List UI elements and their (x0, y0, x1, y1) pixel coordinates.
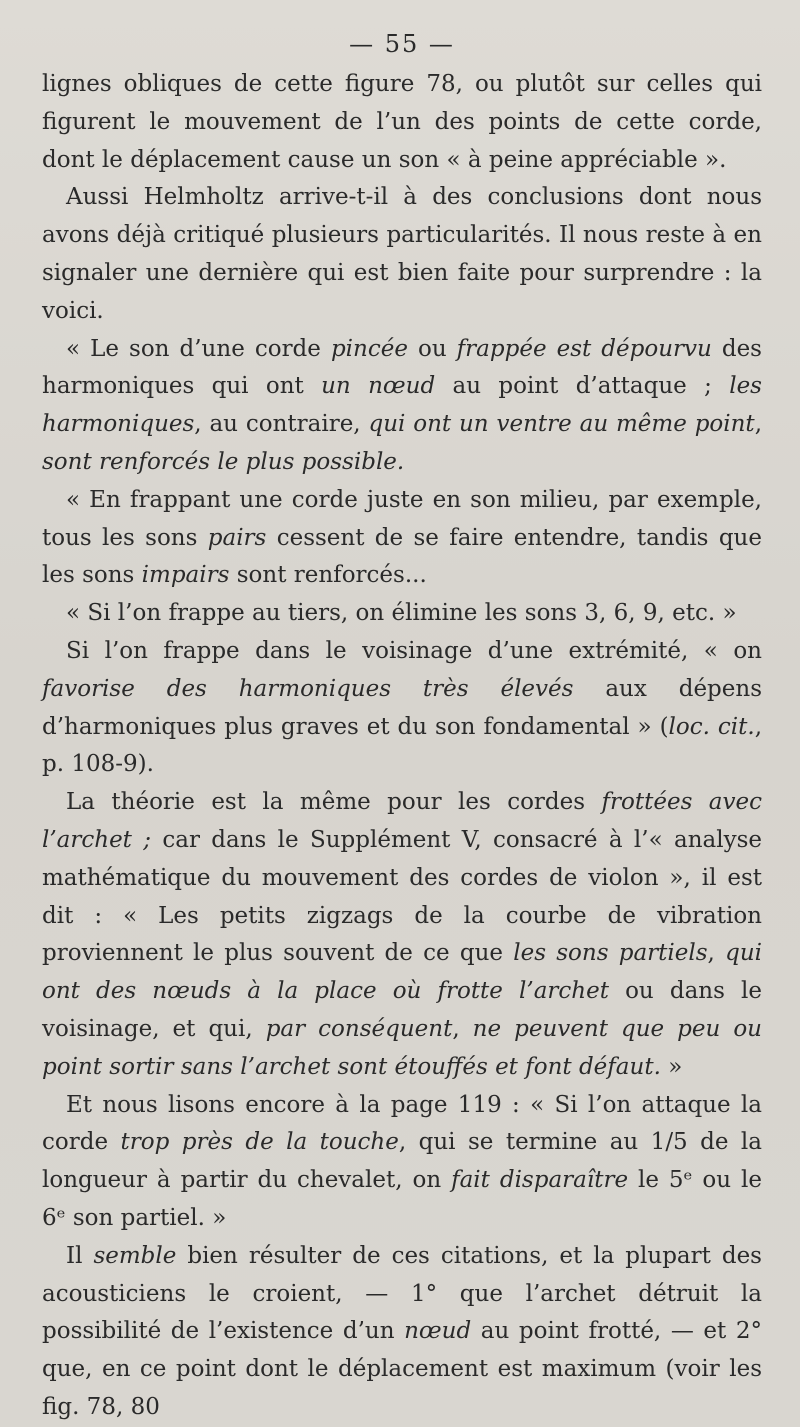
paragraph (42, 1087, 762, 1238)
paragraph (42, 595, 762, 633)
text-run: ou dans le voisinage, et qui, (42, 978, 762, 1042)
text-run: des harmoniques qui ont (42, 335, 762, 400)
text-run: , (754, 411, 762, 438)
text-run: » (660, 1053, 683, 1080)
italic-text: ne peuvent que peu ou point sortir sans l’archet sont étouffés et font défaut. (42, 1015, 762, 1080)
text-run: au point d’attaque ; (435, 373, 730, 400)
italic-text: les harmoniques (42, 373, 762, 438)
paragraph (42, 1238, 762, 1427)
italic-text: par conséquent (265, 1015, 453, 1042)
text-run: , p. 108-9). (42, 713, 762, 778)
paragraph (42, 179, 762, 330)
paragraph (42, 331, 762, 482)
italic-text: qui ont des nœuds à la place où frotte l’archet (42, 940, 762, 1005)
text-run: Si l’on frappe dans le voisinage d’une extrémité, « on (66, 637, 762, 664)
text-run: au point frotté, — et 2° que, en ce point dont le déplacement est maximum (voir les fig. 78, 80 (42, 1318, 762, 1420)
italic-text: impairs (141, 562, 230, 589)
text-run: car dans le Supplément V, consacré à l’« analyse mathématique du mouvement des cordes de violon », il est dit : « Les petits zigzags de la courbe de vibration proviennent le plus souvent de ce que (42, 826, 763, 967)
text-run: , qui se termine au 1/5 de la longueur à partir du chevalet, on (42, 1129, 762, 1194)
text-run: , (452, 1015, 473, 1042)
italic-text: fait disparaître (451, 1167, 629, 1194)
text-run: « En frappant une corde juste en son milieu, par exemple, tous les sons (42, 486, 762, 551)
page-text (42, 66, 762, 1427)
paragraph (42, 784, 762, 1086)
italic-text: sont renforcés le plus possible. (42, 448, 405, 475)
text-run: le 5ᵉ ou le 6ᵉ son partiel. » (42, 1167, 762, 1231)
text-run: bien résulter de ces citations, et la plupart des acousticiens le croient, — 1° que l’archet détruit la possibilité de l’existence d’un (42, 1242, 762, 1345)
italic-text: qui ont un ventre au même point (368, 411, 755, 438)
italic-text: un nœud (321, 373, 436, 400)
text-run: « Le son d’une corde (66, 335, 331, 362)
italic-text: loc. cit. (668, 713, 755, 740)
text-run: lignes obliques de cette figure 78, ou plutôt sur celles qui figurent le mouvement de l’un des points de cette corde, dont le déplacement cause un son « à peine appréciable ». (42, 71, 762, 173)
text-run: Et nous lisons encore à la page 119 : « Si l’on attaque la corde (42, 1091, 762, 1156)
text-run: « Si l’on frappe au tiers, on élimine les sons 3, 6, 9, etc. » (66, 600, 737, 627)
italic-text: pairs (207, 524, 267, 551)
text-run: aux dépens d’harmoniques plus graves et du son fondamental » ( (42, 675, 763, 740)
italic-text: nœud (404, 1318, 472, 1345)
text-run: Il (66, 1242, 94, 1269)
paragraph (42, 482, 762, 595)
paragraph (42, 66, 762, 179)
text-run: Aussi Helmholtz arrive-t-il à des conclusions dont nous avons déjà critiqué plusieurs particularités. Il nous reste à en signaler une dernière qui est bien faite pour surprendre : la voici. (42, 184, 762, 324)
italic-text: favorise des harmoniques très élevés (42, 675, 574, 702)
text-run: La théorie est la même pour les cordes (66, 789, 602, 816)
paragraph (42, 633, 762, 784)
italic-text: les sons partiels (513, 940, 708, 967)
text-run: cessent de se faire entendre, tandis que les sons (42, 524, 762, 589)
italic-text: frottées avec l’archet ; (42, 789, 762, 853)
italic-text: frappée est dépourvu (456, 335, 712, 362)
text-run: , au contraire, (194, 411, 369, 438)
italic-text: trop près de la touche (120, 1129, 399, 1156)
text-run: , (707, 940, 726, 967)
text-run: ou (407, 335, 457, 362)
italic-text: semble (93, 1242, 177, 1269)
text-run: sont renforcés... (229, 562, 427, 589)
page-number: — 55 — (349, 30, 455, 58)
italic-text: pincée (330, 335, 408, 362)
